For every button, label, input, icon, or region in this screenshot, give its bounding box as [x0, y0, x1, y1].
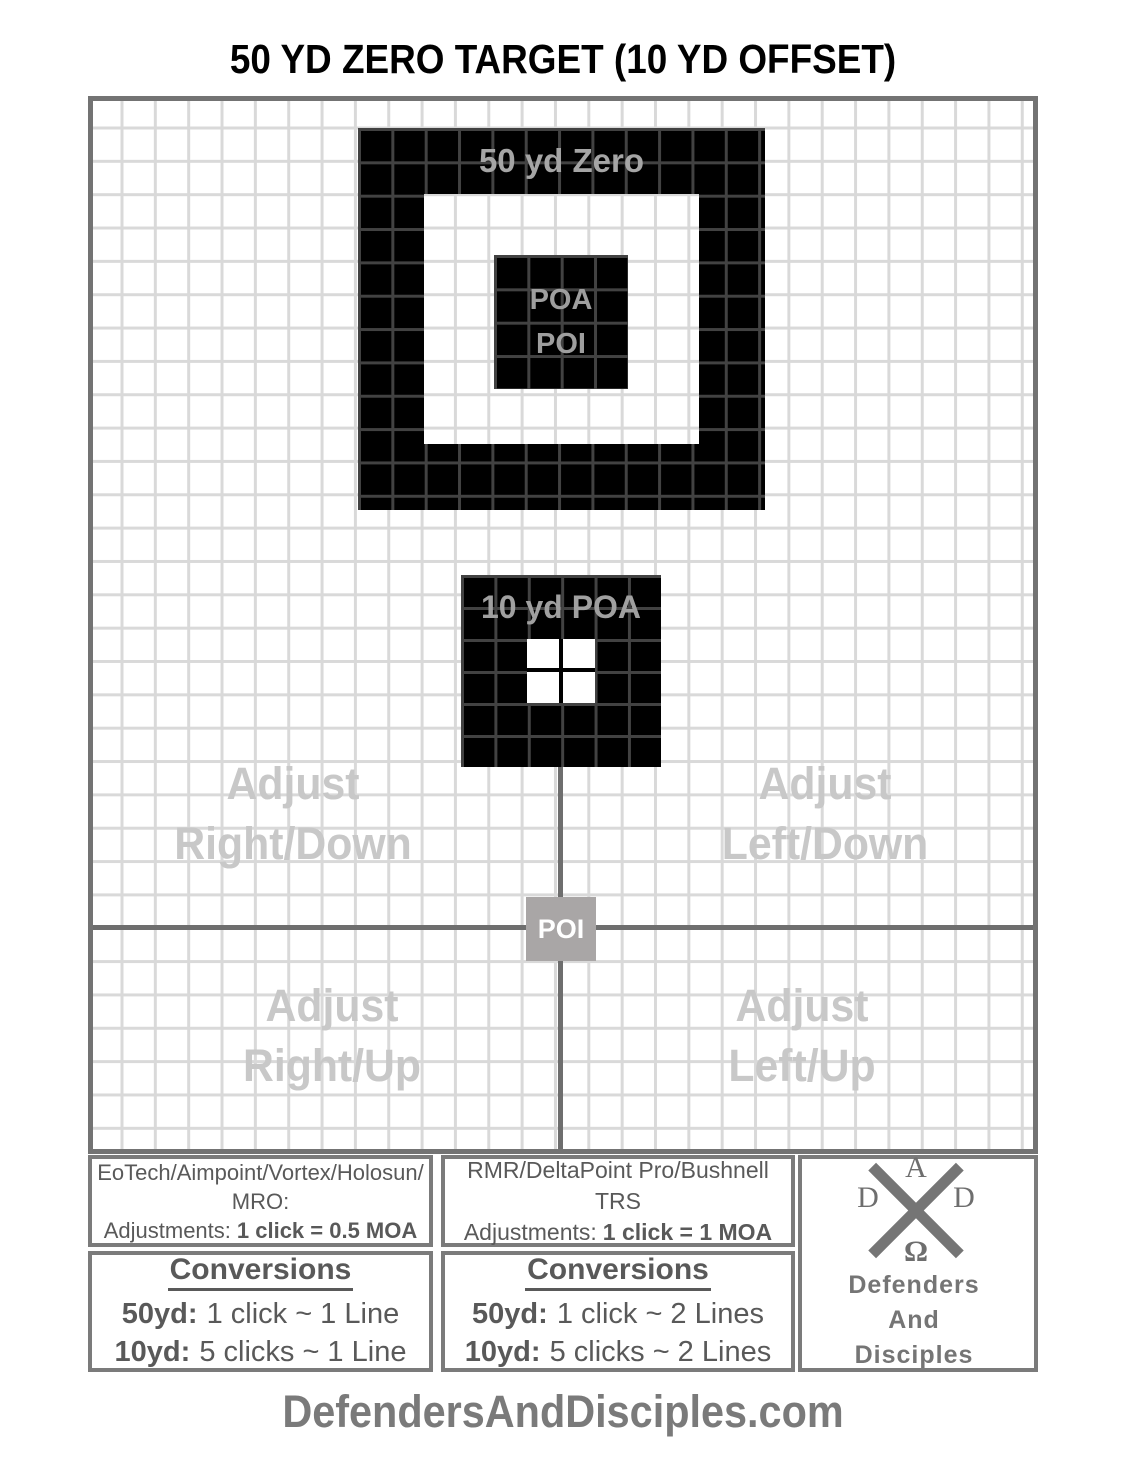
- quadrant-line: Left/Up: [728, 1040, 876, 1091]
- conversion-value: 1 click ~ 2 Lines: [556, 1297, 764, 1330]
- poa-label: POA: [529, 284, 593, 316]
- quadrant-line: Adjust: [265, 980, 399, 1031]
- brand-name: [798, 1268, 1030, 1373]
- conversion-value: 5 clicks ~ 2 Lines: [549, 1335, 772, 1368]
- red-dot-models-line1: EoTech/Aimpoint/Vortex/Holosun/: [97, 1159, 424, 1185]
- logo-x-mark-icon: [798, 1151, 1030, 1275]
- quadrant-line: Left/Down: [721, 818, 929, 869]
- logo-letter-omega: Ω: [903, 1235, 929, 1268]
- conversions-box-left: [88, 1251, 433, 1372]
- conversion-distance: 50yd:: [472, 1297, 548, 1330]
- quadrant-line: Right/Up: [242, 1040, 422, 1091]
- quadrant-label-upper-left: [103, 749, 483, 879]
- offset-square: [461, 575, 661, 767]
- brand-name-line: And: [888, 1306, 940, 1334]
- pistol-optic-adjustments-box: [441, 1155, 795, 1247]
- offset-center-hole: [527, 639, 595, 703]
- conversions-heading: Conversions: [168, 1253, 354, 1291]
- page-title: 50 YD ZERO TARGET (10 YD OFFSET): [229, 36, 897, 82]
- logo-letter-d-left: D: [857, 1181, 879, 1214]
- conversion-row-50yd: [122, 1295, 399, 1333]
- quadrant-line: Adjust: [758, 758, 892, 809]
- zero-frame-left-band: [358, 194, 424, 444]
- conversion-value: 5 clicks ~ 1 Line: [199, 1335, 407, 1368]
- logo-letter-d-right: D: [953, 1181, 975, 1214]
- poi-label: POI: [536, 328, 586, 360]
- zero-frame-right-band: [699, 194, 765, 444]
- poi-marker-box: [526, 897, 596, 961]
- red-dot-models-line2: MRO:: [231, 1188, 290, 1214]
- conversion-distance: 10yd:: [114, 1335, 191, 1368]
- pistol-optic-models: RMR/DeltaPoint Pro/Bushnell TRS: [467, 1156, 769, 1214]
- quadrant-line: Adjust: [735, 980, 869, 1031]
- conversions-box-middle: [441, 1251, 795, 1372]
- zero-frame-bottom-band: [358, 444, 765, 510]
- brand-name-line: Defenders: [848, 1271, 980, 1299]
- conversion-row-10yd: [465, 1333, 771, 1371]
- adjustments-label: Adjustments:: [103, 1217, 231, 1243]
- conversion-distance: 50yd:: [121, 1297, 198, 1330]
- conversion-value: 1 click ~ 1 Line: [206, 1297, 400, 1330]
- red-dot-adjustments: [104, 1216, 418, 1245]
- poa-square: [494, 255, 628, 389]
- quadrant-line: Right/Down: [174, 818, 412, 869]
- pistol-optic-adjustments: [464, 1217, 772, 1248]
- website-url: DefendersAndDisciples.com: [282, 1386, 844, 1437]
- conversion-distance: 10yd:: [464, 1335, 541, 1368]
- conversion-row-10yd: [115, 1333, 407, 1371]
- poi-marker-label: POI: [537, 913, 585, 944]
- quadrant-label-upper-right: [635, 749, 1015, 879]
- logo-letter-alpha: A: [905, 1151, 927, 1184]
- adjustments-label: Adjustments:: [463, 1218, 597, 1245]
- conversion-row-50yd: [472, 1295, 764, 1333]
- adjustments-value: 1 click = 1 MOA: [602, 1218, 773, 1245]
- zero-frame-label: 50 yd Zero: [478, 142, 645, 179]
- quadrant-line: Adjust: [226, 758, 360, 809]
- target-grid-area: [88, 96, 1038, 1154]
- quadrant-label-lower-left: [142, 971, 522, 1101]
- adjustments-value: 1 click = 0.5 MOA: [236, 1217, 418, 1243]
- offset-square-label: 10 yd POA: [480, 588, 642, 625]
- quadrant-label-lower-right: [612, 971, 992, 1101]
- red-dot-adjustments-box: [88, 1155, 433, 1247]
- brand-name-line: Disciples: [854, 1341, 974, 1369]
- grid-paper: [93, 101, 1033, 1149]
- conversions-heading: Conversions: [525, 1253, 711, 1291]
